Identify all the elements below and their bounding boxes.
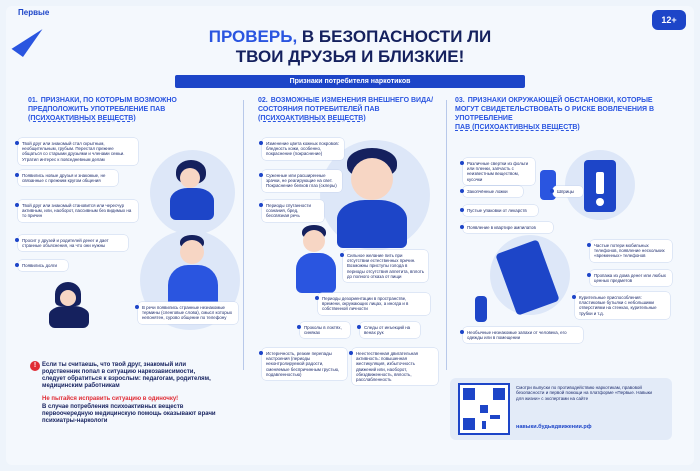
list-item: Различные свертки из фольги или пленки, запчасть с неизвестным веществом, кусочки — [463, 158, 535, 185]
list-item: Появились новые друзья и знакомые, не связанные с прежним кругом общения — [18, 170, 118, 186]
column-2-subtitle: (ПСИХОАКТИВНЫХ ВЕЩЕСТВ) — [258, 115, 366, 122]
warning-text-secondary: В случае потребления психоактивных веществ первоочередную медицинскую помощь оказывают врачи психиатры-наркологи — [42, 404, 216, 424]
list-item: Проколы в локтях, синяках — [300, 322, 350, 338]
column-1-title: ПРИЗНАКИ, ПО КОТОРЫМ ВОЗМОЖНО ПРЕДПОЛОЖИТЬ УПОТРЕБЛЕНИЕ ПАВ — [28, 97, 177, 113]
column-divider — [243, 100, 244, 370]
list-item: Шприцы — [553, 186, 583, 197]
pipe-bottle-icon — [475, 296, 487, 322]
site-link[interactable]: навыки.будьвдвижении.рф — [516, 424, 592, 430]
column-3-number: 03. — [455, 97, 465, 104]
title-line2: ТВОИ ДРУЗЬЯ И БЛИЗКИЕ! — [235, 47, 465, 66]
list-item: В речи появились странные незнакомые термины (сленговые слова), смысл которых непонятен, сурово общение по телефону — [138, 302, 238, 324]
cta-text: Смотри выпуски по противодействию наркотикам, правовой безопасности и первой помощи на платформе «Первые. Навыки для жизни» с экспертами на сайте — [516, 385, 653, 401]
column-2-heading — [258, 96, 448, 123]
exclamation-dot-icon — [596, 198, 604, 206]
column-3-subtitle: ПАВ (ПСИХОАКТИВНЫХ ВЕЩЕСТВ) — [455, 124, 580, 131]
list-item: Просит у друзей и родителей денег и дает странные объяснения, на что они нужны — [18, 235, 128, 251]
poster-title — [130, 27, 570, 67]
brand-name: Первые — [18, 8, 50, 17]
list-item: Изменение цвета кожных покровов: бледность кожи, особенно, покраснение (покраснение) — [262, 138, 344, 160]
list-item: Истеричность, резкие перепады настроения (периоды неконтролируемой радости, сменяемые беспричинным грустью, подавленностью) — [262, 348, 347, 380]
list-item: Частые потери мобильных телефонов, появление нескольких «временных» телефонов — [590, 240, 672, 262]
qr-code-icon[interactable] — [458, 383, 510, 435]
list-item: Сильное желание пить при отсутствии естественных причин. Возможны приступы голода в периоды отсутствия аппетита, вплоть до полного отказа от пищи — [343, 250, 428, 282]
title-accent: ПРОВЕРЬ, — [208, 27, 298, 46]
list-item: Твой друг или знакомый стал скрытным, необщительным, грубым. Перестал прежнее общаться со старыми друзьями и членами семьи. Утратил интерес к повседневным делам — [18, 138, 138, 165]
alert-icon: ! — [30, 361, 40, 371]
column-1-heading — [28, 96, 218, 123]
title-line1: В БЕЗОПАСНОСТИ ЛИ — [297, 27, 492, 46]
list-item: Закопчённые ложки — [463, 186, 523, 197]
list-item: Курительные приспособления: пластиковые бутылки с небольшими отверстиями на стенках, курительные трубки и т.д. — [575, 292, 670, 319]
column-divider — [446, 100, 447, 370]
column-1-subtitle: (ПСИХОАКТИВНЫХ ВЕЩЕСТВ) — [28, 115, 136, 122]
list-item: Пустые упаковки от лекарств — [463, 205, 538, 216]
list-item: Периоды спутанности сознания, бред, бессвязная речь — [262, 200, 324, 222]
list-item: Необычные незнакомые запахи от человека, его одежды или в помещении — [463, 327, 583, 343]
list-item: Пропажа из дома денег или любых ценных предметов — [590, 270, 672, 286]
list-item: Неестественная двигательная активность: повышенная жестикуляция, избыточность движений или, наоборот, обездвиженность, вялость, расслабленность — [352, 348, 438, 385]
exclamation-icon — [596, 172, 604, 194]
warning-emphasis: Не пытайся исправить ситуацию в одиночку! — [42, 396, 179, 402]
column-3-title: ПРИЗНАКИ ОКРУЖАЮЩЕЙ ОБСТАНОВКИ, КОТОРЫЕ МОГУТ СВИДЕТЕЛЬСТВОВАТЬ О РИСКЕ ВОВЛЕЧЕНИЯ В УПОТРЕБЛЕНИЕ — [455, 97, 655, 122]
warning-text: Если ты считаешь, что твой друг, знакомый или родственник попал в ситуацию наркозависимости, следует обратиться к взрослым: педагогам, родителям, медицинским работникам — [42, 362, 211, 389]
section-banner: Признаки потребителя наркотиков — [175, 75, 525, 88]
age-rating-badge: 12+ — [652, 10, 686, 30]
list-item: Следы от инъекций на венах рук — [360, 322, 420, 338]
list-item: Твой друг или знакомый становится или чересчур активным, или, наоборот, пассивным без видимых на то причин — [18, 200, 138, 222]
list-item: Появились долги — [18, 260, 68, 271]
column-3-heading — [455, 96, 670, 132]
list-item: Появление в квартире ампилатов — [463, 222, 553, 233]
list-item: Периоды дезориентации в пространстве, времени, окружающих лицах, а иногда и в собственной личности — [318, 293, 430, 315]
column-2-number: 02. — [258, 97, 268, 104]
column-1-number: 01. — [28, 97, 38, 104]
list-item: Суженные или расширенные зрачки, не реагирующие на свет. Покраснение белков глаз (склеры) — [262, 170, 342, 192]
column-2-title: ВОЗМОЖНЫЕ ИЗМЕНЕНИЯ ВНЕШНЕГО ВИДА/СОСТОЯНИЯ ПОТРЕБИТЕЛЕЙ ПАВ — [258, 97, 434, 113]
